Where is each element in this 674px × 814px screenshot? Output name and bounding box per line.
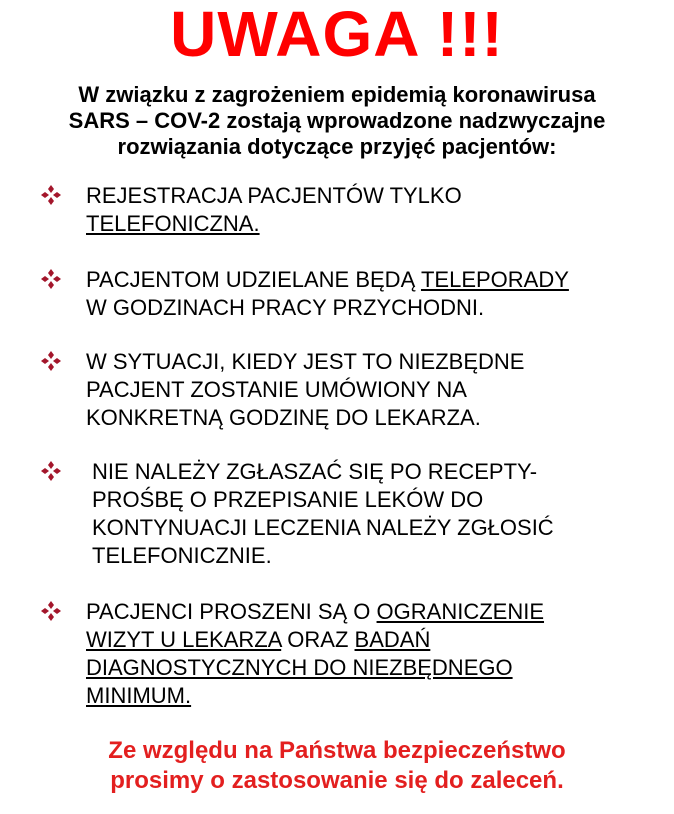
rule-text-segment: PACJENCI PROSZENI SĄ O <box>86 599 377 624</box>
diamond-bullet-icon <box>40 268 62 290</box>
rule-text-line: W GODZINACH PRACY PRZYCHODNI. <box>86 295 485 320</box>
intro-line-2: SARS – COV-2 zostają wprowadzone nadzwyczajne <box>68 108 606 133</box>
intro-line-1: W związku z zagrożeniem epidemią koronawirusa <box>78 82 596 107</box>
rule-text-line: NIE NALEŻY ZGŁASZAĆ SIĘ PO RECEPTY- <box>92 459 538 484</box>
footer-line-2: prosimy o zastosowanie się do zaleceń. <box>110 767 564 794</box>
notice-title: UWAGA !!! <box>170 0 504 70</box>
rule-text-underlined: BADAŃ <box>354 627 431 652</box>
rule-text-line: PROŚBĘ O PRZEPISANIE LEKÓW DO <box>92 487 484 512</box>
rule-text-line: PACJENT ZOSTANIE UMÓWIONY NA <box>86 377 467 402</box>
rule-text-underlined: WIZYT U LEKARZA <box>86 627 282 652</box>
rule-text-underlined: MINIMUM. <box>86 683 192 708</box>
rule-text-underlined: TELEFONICZNA. <box>86 211 260 236</box>
diamond-bullet-icon <box>40 460 62 482</box>
diamond-bullet-icon <box>40 350 62 372</box>
footer-appeal <box>20 736 654 796</box>
intro-line-3: rozwiązania dotyczące przyjęć pacjentów: <box>117 134 557 159</box>
rule-text-segment: ORAZ <box>281 627 355 652</box>
intro-paragraph <box>30 82 644 160</box>
rule-text-line: KONKRETNĄ GODZINĘ DO LEKARZA. <box>86 405 481 430</box>
diamond-bullet-icon <box>40 600 62 622</box>
rule-text-line: REJESTRACJA PACJENTÓW TYLKO <box>86 183 462 208</box>
footer-line-1: Ze względu na Państwa bezpieczeństwo <box>108 737 566 764</box>
rule-text-segment: PACJENTOM UDZIELANE BĘDĄ <box>86 267 421 292</box>
rule-text-underlined: TELEPORADY <box>420 267 569 292</box>
rule-text-underlined: OGRANICZENIE <box>376 599 545 624</box>
rule-text-line: TELEFONICZNIE. <box>92 543 272 568</box>
rule-text-line: W SYTUACJI, KIEDY JEST TO NIEZBĘDNE <box>86 349 525 374</box>
rule-text-underlined: DIAGNOSTYCZNYCH DO NIEZBĘDNEGO <box>86 655 513 680</box>
rule-text-line: KONTYNUACJI LECZENIA NALEŻY ZGŁOSIĆ <box>92 515 554 540</box>
diamond-bullet-icon <box>40 184 62 206</box>
